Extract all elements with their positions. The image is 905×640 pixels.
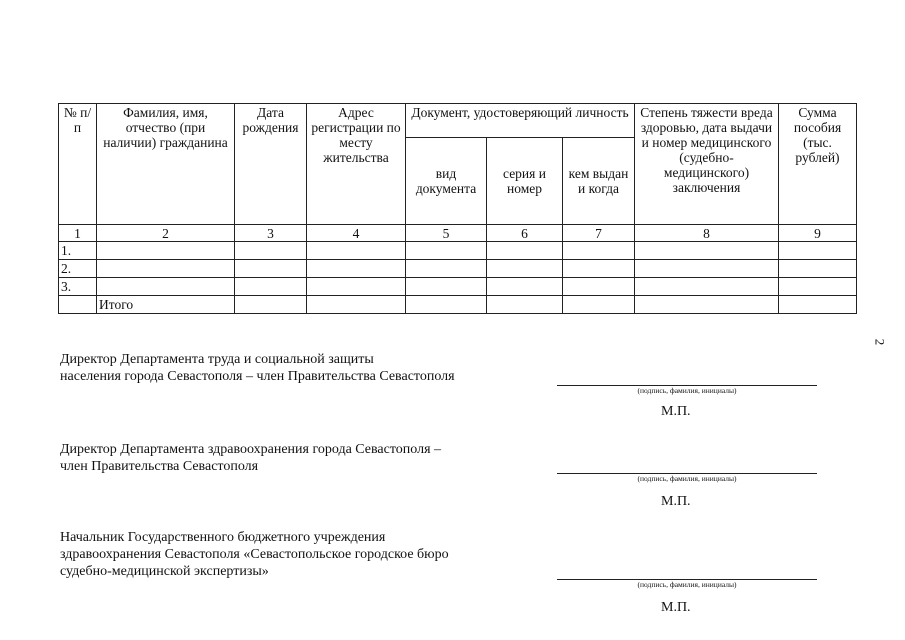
table-cell	[307, 242, 406, 260]
table-cell	[307, 260, 406, 278]
table-cell	[97, 260, 235, 278]
header-address: Адрес регистрации по месту жительства	[307, 104, 406, 225]
table-cell	[563, 296, 635, 314]
header-row	[59, 104, 857, 138]
stamp-placeholder: М.П.	[661, 494, 691, 509]
header-sum: Сумма пособия (тыс. рублей)	[779, 104, 857, 225]
header-doc-issued: кем выдан и когда	[563, 138, 635, 225]
table-cell	[779, 278, 857, 296]
table-cell	[235, 242, 307, 260]
signature-caption: (подпись, фамилия, инициалы)	[637, 474, 737, 483]
table-cell	[635, 278, 779, 296]
header-birth: Дата рождения	[235, 104, 307, 225]
table-cell	[406, 260, 487, 278]
table-cell	[406, 278, 487, 296]
table-cell	[779, 296, 857, 314]
table-cell	[635, 260, 779, 278]
stamp-placeholder: М.П.	[661, 404, 691, 419]
column-number-row	[59, 225, 857, 242]
table-cell	[235, 260, 307, 278]
table-cell	[406, 242, 487, 260]
header-num: № п/п	[59, 104, 97, 225]
header-doc-series: серия и номер	[487, 138, 563, 225]
table-cell	[307, 296, 406, 314]
column-number: 4	[307, 225, 406, 242]
signatory-title-line: здравоохранения Севастополя «Севастопольское городское бюро	[60, 547, 449, 562]
table-cell	[487, 260, 563, 278]
signature-caption: (подпись, фамилия, инициалы)	[637, 580, 737, 589]
table-row	[59, 278, 857, 296]
header-severity: Степень тяжести вреда здоровью, дата выдачи и номер медицинского (судебно-медицинского) заключения	[635, 104, 779, 225]
table-row	[59, 242, 857, 260]
column-number: 6	[487, 225, 563, 242]
column-number: 7	[563, 225, 635, 242]
table-cell	[406, 296, 487, 314]
table-cell	[779, 260, 857, 278]
column-number: 1	[59, 225, 97, 242]
table-cell	[235, 296, 307, 314]
total-label: Итого	[97, 296, 235, 314]
table-cell	[59, 296, 97, 314]
column-number: 2	[97, 225, 235, 242]
signatory-title-line: судебно-медицинской экспертизы»	[60, 564, 269, 579]
column-number: 8	[635, 225, 779, 242]
signatory-title	[60, 529, 449, 580]
signatory-title-line: Начальник Государственного бюджетного учреждения	[60, 530, 386, 545]
column-number: 5	[406, 225, 487, 242]
column-number: 9	[779, 225, 857, 242]
table-cell	[563, 260, 635, 278]
table-cell	[563, 278, 635, 296]
signatory-title	[60, 351, 455, 385]
signatory-title	[60, 441, 441, 475]
table-cell	[307, 278, 406, 296]
table-cell	[563, 242, 635, 260]
table-cell	[487, 242, 563, 260]
row-number: 3.	[59, 278, 97, 296]
table-row	[59, 260, 857, 278]
column-number: 3	[235, 225, 307, 242]
recipients-table	[58, 103, 857, 314]
page-number: 2	[872, 338, 888, 346]
row-number: 1.	[59, 242, 97, 260]
total-row	[59, 296, 857, 314]
header-doc-type: вид документа	[406, 138, 487, 225]
signatory-title-line: населения города Севастополя – член Правительства Севастополя	[60, 369, 455, 384]
table-cell	[635, 242, 779, 260]
signatory-title-line: Директор Департамента труда и социальной защиты	[60, 352, 374, 367]
table-cell	[97, 242, 235, 260]
signatory-title-line: член Правительства Севастополя	[60, 459, 259, 474]
header-name: Фамилия, имя, отчество (при наличии) гражданина	[97, 104, 235, 225]
table-cell	[779, 242, 857, 260]
table-cell	[635, 296, 779, 314]
signatory-title-line: Директор Департамента здравоохранения города Севастополя –	[60, 442, 442, 457]
table-cell	[235, 278, 307, 296]
header-document: Документ, удостоверяющий личность	[406, 104, 635, 138]
signature-caption: (подпись, фамилия, инициалы)	[637, 386, 737, 395]
row-number: 2.	[59, 260, 97, 278]
table-cell	[487, 296, 563, 314]
stamp-placeholder: М.П.	[661, 600, 691, 615]
table-cell	[487, 278, 563, 296]
table-cell	[97, 278, 235, 296]
